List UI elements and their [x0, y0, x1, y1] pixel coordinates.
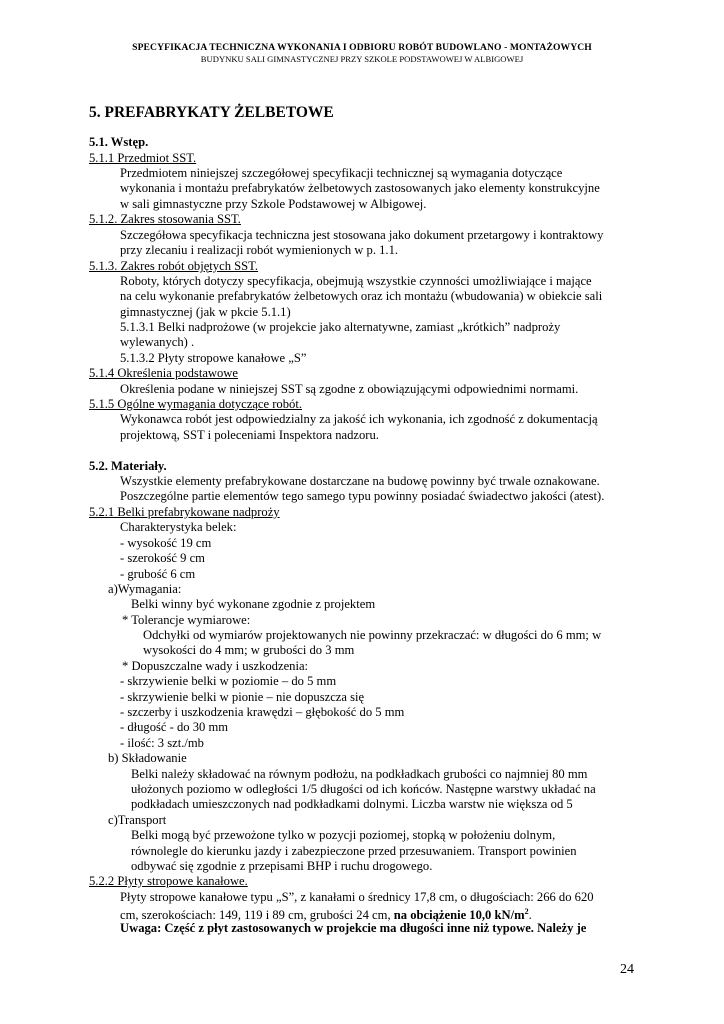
page-number: 24	[620, 962, 634, 977]
load-line-suffix: .	[528, 908, 532, 922]
text-line: Belki mogą być przewożone tylko w pozycji poziomej, stopką w położeniu dolnym,	[131, 828, 556, 842]
text-line: Wykonawca robót jest odpowiedzialny za jakość ich wykonania, ich zgodność z dokumentacją	[120, 412, 598, 426]
text-line: Belki winny być wykonane zgodnie z projektem	[131, 597, 376, 611]
text-line: 5.2. Materiały.	[89, 459, 167, 473]
text-line: - grubość 6 cm	[120, 567, 196, 581]
text-line: a)Wymagania:	[108, 582, 182, 596]
text-line: - ilość: 3 szt./mb	[120, 736, 204, 750]
text-line: - szczerby i uszkodzenia krawędzi – głębokość do 5 mm	[120, 705, 405, 719]
text-line: Belki należy składować na równym podłożu, na podkładkach grubości co najmniej 80 mm	[131, 767, 588, 781]
text-line: w sali gimnastyczne przy Szkole Podstawowej w Albigowej.	[120, 197, 427, 211]
document-header-subtitle: BUDYNKU SALI GIMNASTYCZNEJ PRZY SZKOLE PODSTAWOWEJ W ALBIGOWEJ	[200, 54, 524, 64]
section-title: 5. PREFABRYKATY ŻELBETOWE	[89, 104, 334, 121]
text-line: * Dopuszczalne wady i uszkodzenia:	[122, 659, 309, 673]
text-line: Odchyłki od wymiarów projektowanych nie powinny przekraczać: w długości do 6 mm; w	[143, 628, 602, 642]
text-line: podkładach umieszczonych nad podkładkami dolnymi. Liczba warstw nie większa od 5	[131, 797, 573, 811]
text-line: Przedmiotem niniejszej szczegółowej specyfikacji technicznej są wymagania dotyczące	[120, 166, 563, 180]
text-line: - długość - do 30 mm	[120, 720, 229, 734]
text-line: 5.1.2. Zakres stosowania SST.	[89, 212, 241, 226]
text-line: 5.1.5 Ogólne wymagania dotyczące robót.	[89, 397, 302, 411]
text-line: 5.1.1 Przedmiot SST.	[89, 151, 197, 165]
text-line: 5.1.3. Zakres robót objętych SST.	[89, 259, 259, 273]
text-line: odbywać się zgodnie z przepisami BHP i ruchu drogowego.	[131, 859, 433, 873]
text-line: * Tolerancje wymiarowe:	[122, 613, 251, 627]
text-line: równolegle do kierunku jazdy i zabezpieczone przed przesuwaniem. Transport powinien	[131, 844, 577, 858]
text-line: Roboty, których dotyczy specyfikacja, obejmują wszystkie czynności umożliwiające i mające	[120, 274, 592, 288]
document-header-title: SPECYFIKACJA TECHNICZNA WYKONANIA I ODBIORU ROBÓT BUDOWLANO - MONTAŻOWYCH	[132, 42, 592, 53]
text-line: - skrzywienie belki w poziomie – do 5 mm	[120, 674, 337, 688]
text-line: Uwaga: Część z płyt zastosowanych w projekcie ma długości inne niż typowe. Należy je	[120, 921, 587, 935]
text-line: 5.1.3.1 Belki nadprożowe (w projekcie jako alternatywne, zamiast „krótkich” nadproży	[120, 320, 561, 334]
text-line: wykonania i montażu prefabrykatów żelbetowych zastosowanych jako elementy konstrukcyjne	[120, 181, 600, 195]
text-line: - wysokość 19 cm	[120, 536, 212, 550]
text-line: 5.1. Wstęp.	[89, 135, 149, 149]
text-line: gimnastycznej (jak w pkcie 5.1.1)	[120, 305, 291, 319]
text-line: 5.2.1 Belki prefabrykowane nadproży	[89, 505, 280, 519]
load-line-prefix: cm, szerokościach: 149, 119 i 89 cm, grubości 24 cm,	[120, 908, 394, 922]
text-line: 5.2.2 Płyty stropowe kanałowe.	[89, 874, 248, 888]
text-line: projektową, SST i poleceniami Inspektora nadzoru.	[120, 428, 379, 442]
load-line-bold-text: na obciążenie 10,0 kN/m	[393, 908, 525, 922]
text-line: Szczegółowa specyfikacja techniczna jest stosowana jako dokument przetargowy i kontraktowy	[120, 228, 604, 242]
text-line: Charakterystyka belek:	[120, 520, 237, 534]
text-line: - skrzywienie belki w pionie – nie dopuszcza się	[120, 690, 365, 704]
text-line: b) Składowanie	[108, 751, 187, 765]
text-line: 5.1.4 Określenia podstawowe	[89, 366, 238, 380]
text-line: 5.1.3.2 Płyty stropowe kanałowe „S”	[120, 351, 307, 365]
text-line: wylewanych) .	[120, 335, 195, 349]
text-line: Płyty stropowe kanałowe typu „S”, z kanałami o średnicy 17,8 cm, o długościach: 266 do 620	[120, 890, 594, 904]
text-line: Określenia podane w niniejszej SST są zgodne z obowiązującymi odpowiednimi normami.	[120, 382, 579, 396]
text-line: Poszczególne partie elementów tego samego typu powinny posiadać świadectwo jakości (atest).	[120, 489, 605, 503]
load-line-sup: 2	[524, 906, 529, 916]
load-line-bold	[394, 908, 529, 922]
text-line: c)Transport	[108, 813, 167, 827]
text-line: - szerokość 9 cm	[120, 551, 205, 565]
text-line: na celu wykonanie prefabrykatów żelbetowych oraz ich montażu (wbudowania) w obiekcie sali	[120, 289, 603, 303]
text-line: przy zlecaniu i realizacji robót wymienionych w p. 1.1.	[120, 243, 399, 257]
text-line: Wszystkie elementy prefabrykowane dostarczane na budowę powinny być trwale oznakowane.	[120, 474, 600, 488]
text-line: wysokości do 4 mm; w grubości do 3 mm	[143, 643, 355, 657]
text-line-load	[120, 908, 532, 924]
text-line: ułożonych poziomo w odległości 1/5 długości od ich końców. Następne warstwy układać na	[131, 782, 596, 796]
